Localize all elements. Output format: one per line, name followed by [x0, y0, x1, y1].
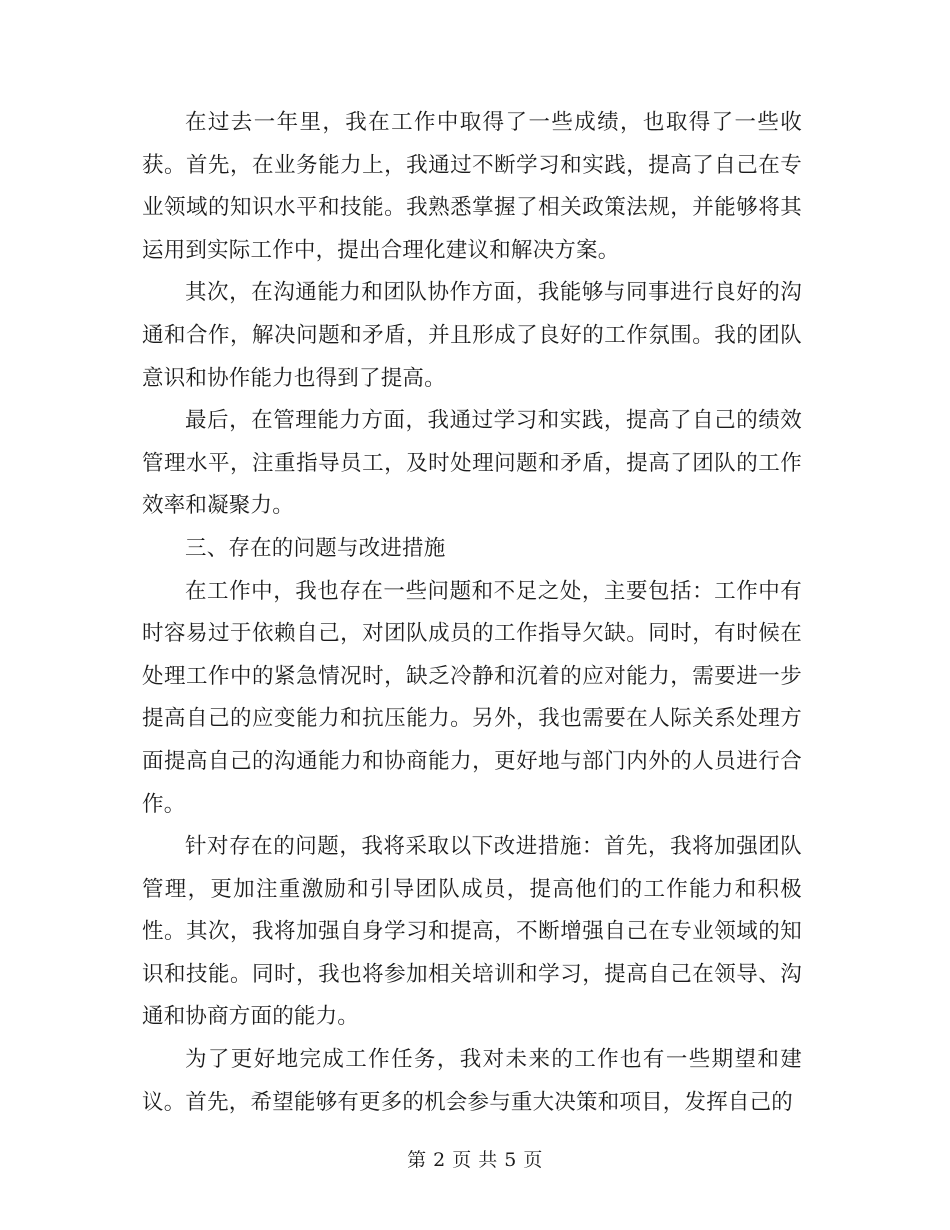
- paragraph-communication: 其次，在沟通能力和团队协作方面，我能够与同事进行良好的沟通和合作，解决问题和矛盾，并且形成了良好的工作氛围。我的团队意识和协作能力也得到了提高。: [142, 280, 802, 391]
- paragraph-achievements: 在过去一年里，我在工作中取得了一些成绩，也取得了一些收获。首先，在业务能力上，我通过不断学习和实践，提高了自己在专业领域的知识水平和技能。我熟悉掌握了相关政策法规，并能够将其运用到实际工作中，提出合理化建议和解决方案。: [142, 110, 802, 263]
- document-body: [142, 102, 802, 1124]
- paragraph-management: 最后，在管理能力方面，我通过学习和实践，提高了自己的绩效管理水平，注重指导员工，及时处理问题和矛盾，提高了团队的工作效率和凝聚力。: [142, 408, 802, 519]
- paragraph-problems: 在工作中，我也存在一些问题和不足之处，主要包括：工作中有时容易过于依赖自己，对团队成员的工作指导欠缺。同时，有时候在处理工作中的紧急情况时，缺乏冷静和沉着的应对能力，需要进一步提高自己的应变能力和抗压能力。另外，我也需要在人际关系处理方面提高自己的沟通能力和协商能力，更好地与部门内外的人员进行合作。: [142, 578, 802, 817]
- paragraph-expectations: 为了更好地完成工作任务，我对未来的工作也有一些期望和建议。首先，希望能够有更多的机会参与重大决策和项目，发挥自己的: [142, 1047, 802, 1115]
- section-heading: 三、存在的问题与改进措施: [185, 535, 446, 561]
- page-number-footer: 第 2 页 共 5 页: [407, 1149, 543, 1171]
- paragraph-improvements: 针对存在的问题，我将采取以下改进措施：首先，我将加强团队管理，更加注重激励和引导团队成员，提高他们的工作能力和积极性。其次，我将加强自身学习和提高，不断增强自己在专业领域的知识和技能。同时，我也将参加相关培训和学习，提高自己在领导、沟通和协商方面的能力。: [142, 834, 802, 1030]
